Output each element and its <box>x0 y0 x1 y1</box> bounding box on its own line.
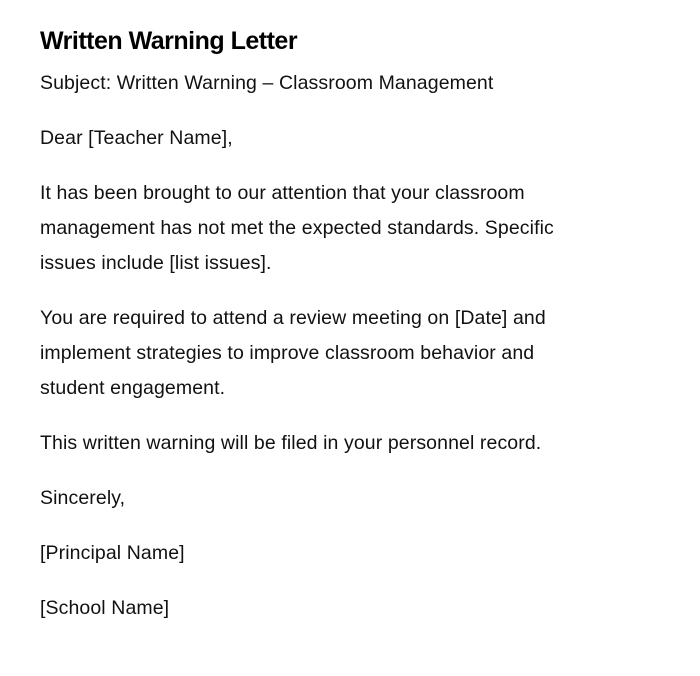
closing: Sincerely, <box>40 487 126 509</box>
body-paragraph-meeting: You are required to attend a review meeting on [Date] and implement strategies to improve classroom behavior and student engagement. <box>40 307 546 399</box>
salutation: Dear [Teacher Name], <box>40 127 233 149</box>
body-paragraph-issues: It has been brought to our attention that your classroom management has not met the expected standards. Specific issues include [list issues]. <box>40 182 554 274</box>
subject-line: Subject: Written Warning – Classroom Management <box>40 72 494 94</box>
letter-document <box>40 24 640 646</box>
signature-organization: [School Name] <box>40 597 170 619</box>
document-title: Written Warning Letter <box>40 27 298 55</box>
signature-name: [Principal Name] <box>40 542 185 564</box>
body-paragraph-record: This written warning will be filed in your personnel record. <box>40 432 542 454</box>
